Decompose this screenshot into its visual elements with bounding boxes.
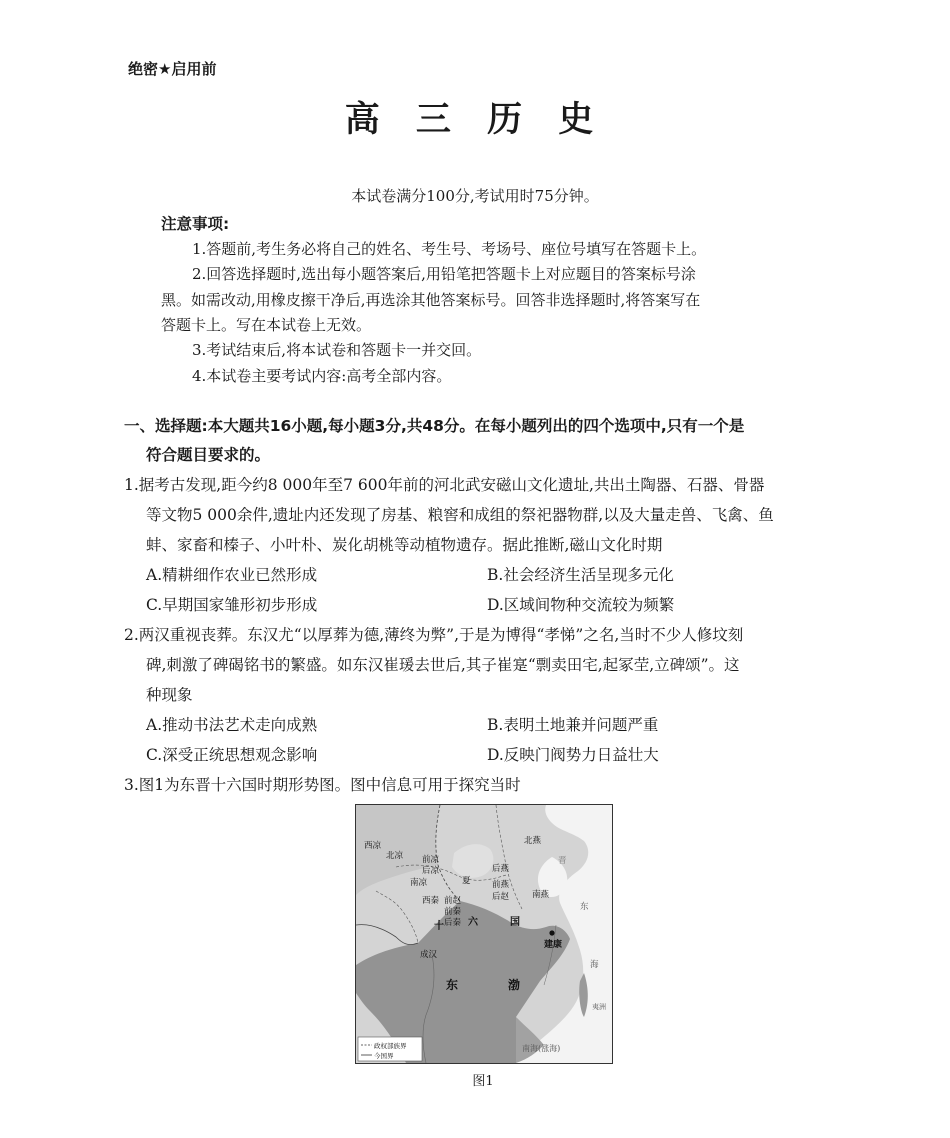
option-b[interactable]: B.表明土地兼并问题严重	[487, 716, 659, 734]
map-label: 六	[468, 917, 478, 928]
map-label: 后赵	[492, 892, 510, 902]
map-label: 后凉	[422, 866, 440, 876]
map-label: 成汉	[420, 950, 438, 960]
option-d[interactable]: D.区域间物种交流较为频繁	[487, 596, 675, 614]
map-label: 夷洲	[592, 1003, 606, 1011]
question-text: 蚌、家畜和榛子、小叶朴、炭化胡桃等动植物遗存。据此推断,磁山文化时期	[146, 536, 663, 554]
map-label: 南燕	[532, 890, 550, 900]
map-label: 北燕	[524, 836, 542, 846]
map-label: 前赵	[444, 896, 462, 906]
map-figure	[355, 804, 613, 1064]
map-label-capital: 建康	[544, 940, 563, 950]
option-c[interactable]: C.早期国家雏形初步形成	[146, 596, 318, 614]
map-label: 西凉	[364, 841, 382, 851]
map-label: 西秦	[422, 896, 440, 906]
figure-caption: 图1	[472, 1074, 494, 1089]
map-label: 南海(涨海)	[522, 1044, 561, 1053]
option-c[interactable]: C.深受正统思想观念影响	[146, 746, 318, 764]
map-label: 前凉	[422, 855, 440, 865]
map-label: 海	[590, 960, 599, 970]
map-label: 前秦	[444, 907, 462, 917]
notice-line: 2.回答选择题时,选出每小题答案后,用铅笔把答题卡上对应题目的答案标号涂	[192, 265, 696, 283]
option-a[interactable]: A.精耕细作农业已然形成	[146, 566, 318, 584]
notice-line: 黑。如需改动,用橡皮擦干净后,再选涂其他答案标号。回答非选择题时,将答案写在	[161, 291, 701, 309]
map-label: 晋	[558, 856, 567, 866]
question-text: 3.图1为东晋十六国时期形势图。图中信息可用于探究当时	[124, 776, 521, 794]
map-svg	[356, 805, 612, 1063]
option-d[interactable]: D.反映门阀势力日益壮大	[487, 746, 659, 764]
legend-label: 政权部族界	[374, 1042, 407, 1050]
map-label: 东	[580, 902, 589, 912]
option-a[interactable]: A.推动书法艺术走向成熟	[146, 716, 318, 734]
map-label: 前燕	[492, 880, 510, 890]
map-label: 夏	[462, 876, 471, 886]
notice-line: 1.答题前,考生务必将自己的姓名、考生号、考场号、座位号填写在答题卡上。	[192, 240, 707, 258]
notice-line: 答题卡上。写在本试卷上无效。	[161, 316, 372, 334]
map-label: 北凉	[386, 851, 404, 861]
exam-subtitle: 本试卷满分100分,考试用时75分钟。	[351, 187, 599, 205]
notice-heading: 注意事项:	[161, 215, 230, 233]
section-heading: 一、选择题:本大题共16小题,每小题3分,共48分。在每小题列出的四个选项中,只有一个是	[124, 417, 745, 435]
notice-line: 4.本试卷主要考试内容:高考全部内容。	[192, 367, 452, 385]
map-label: 十	[434, 921, 444, 932]
confidential-label: 绝密★启用前	[128, 60, 217, 78]
map-label: 后燕	[492, 864, 510, 874]
option-b[interactable]: B.社会经济生活呈现多元化	[487, 566, 674, 584]
notice-line: 3.考试结束后,将本试卷和答题卡一并交回。	[192, 341, 482, 359]
map-legend	[358, 1037, 422, 1061]
question-text: 2.两汉重视丧葬。东汉尤“以厚葬为德,薄终为弊”,于是为博得“孝悌”之名,当时不少人修坟刻	[124, 626, 744, 644]
map-label: 东	[446, 978, 459, 992]
question-text: 等文物5 000余件,遗址内还发现了房基、粮窖和成组的祭祀器物群,以及大量走兽、飞禽、鱼	[146, 506, 774, 524]
question-text: 1.据考古发现,距今约8 000年至7 600年前的河北武安磁山文化遗址,共出土陶器、石器、骨器	[124, 476, 765, 494]
map-label: 渤	[508, 978, 521, 992]
section-heading-cont: 符合题目要求的。	[146, 446, 271, 464]
map-label: 南凉	[410, 878, 428, 888]
exam-title: 高 三 历 史	[344, 100, 606, 140]
map-label: 后秦	[444, 918, 462, 928]
legend-label: 今国界	[374, 1052, 394, 1060]
question-text: 种现象	[146, 686, 193, 704]
map-label: 国	[510, 917, 520, 928]
question-text: 碑,刺激了碑碣铭书的繁盛。如东汉崔瑗去世后,其子崔寔“剽卖田宅,起冢茔,立碑颂”。这	[146, 656, 740, 674]
